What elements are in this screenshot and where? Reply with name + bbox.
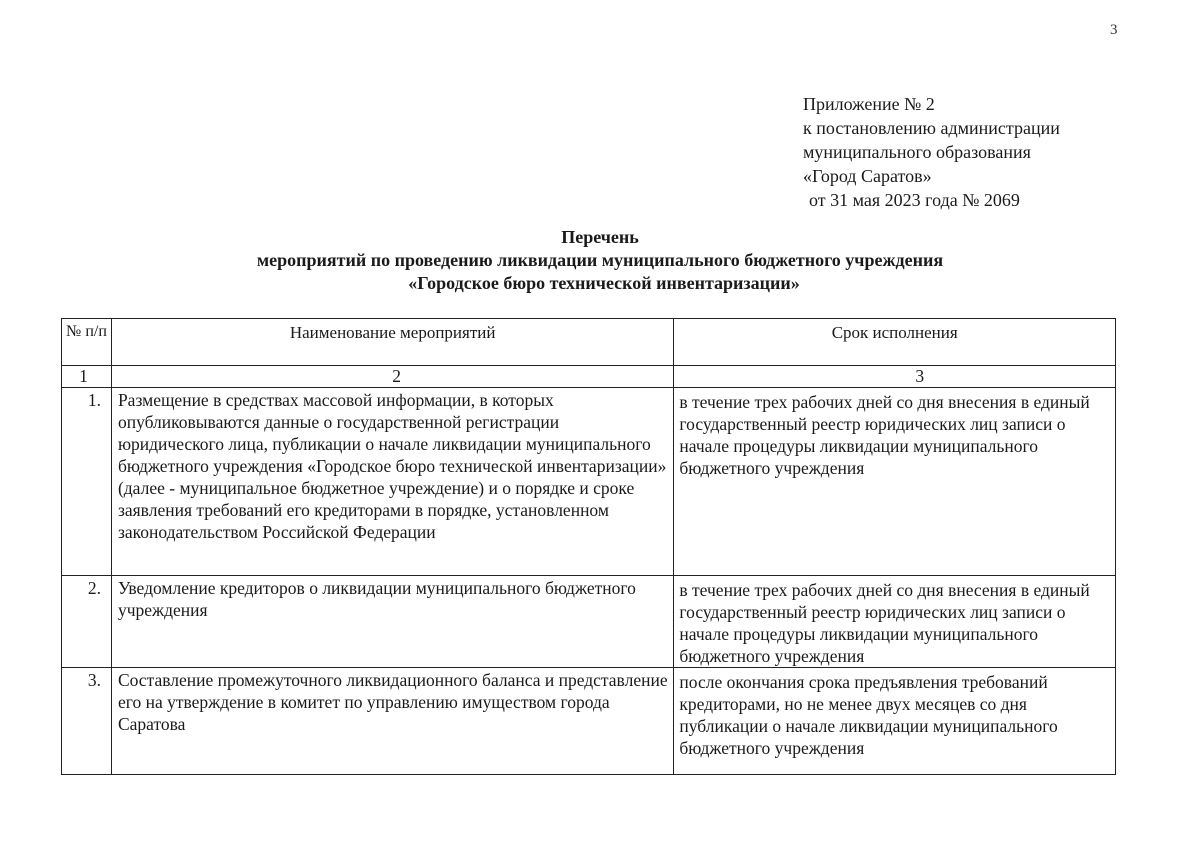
appendix-line: муниципального образования — [803, 142, 1031, 162]
appendix-header — [803, 92, 1060, 212]
measure-term: в течение трех рабочих дней со дня внесения в единый государственный реестр юридических лиц записи о начале процедуры ликвидации муниципального бюджетного учреждения — [674, 388, 1116, 576]
measure-term: после окончания срока предъявления требований кредиторами, но не менее двух месяцев со дня публикации о начале ликвидации муниципального бюджетного учреждения — [674, 668, 1116, 775]
measure-term: в течение трех рабочих дней со дня внесения в единый государственный реестр юридических лиц записи о начале процедуры ликвидации муниципального бюджетного учреждения — [674, 576, 1116, 668]
appendix-line: Приложение № 2 — [803, 94, 935, 114]
table-row — [62, 668, 1116, 775]
column-index: 3 — [674, 366, 1116, 388]
appendix-line: «Город Саратов» — [803, 166, 932, 186]
title-line: «Городское бюро технической инвентаризации» — [408, 273, 800, 293]
header-name: Наименование мероприятий — [111, 319, 673, 366]
header-num: № п/п — [62, 319, 112, 366]
title-line: мероприятий по проведению ликвидации муниципального бюджетного учреждения — [256, 250, 944, 270]
title-line: Перечень — [561, 227, 639, 247]
row-number: 2. — [62, 576, 112, 668]
document-title — [0, 226, 1200, 295]
row-number: 3. — [62, 668, 112, 775]
column-index: 1 — [62, 366, 112, 388]
column-index-row — [62, 366, 1116, 388]
measure-name: Уведомление кредиторов о ликвидации муниципального бюджетного учреждения — [111, 576, 673, 668]
column-index: 2 — [111, 366, 673, 388]
table-row — [62, 388, 1116, 576]
table-header-row — [62, 319, 1116, 366]
measures-table — [61, 318, 1116, 775]
measure-name: Размещение в средствах массовой информации, в которых опубликовываются данные о государственной регистрации юридического лица, публикации о начале ликвидации муниципального бюджетного учреждения «Городское бюро технической инвентаризации» (далее - муниципальное бюджетное учреждение) и о порядке и сроке заявления требований его кредиторами в порядке, установленном законодательством Российской Федерации — [111, 388, 673, 576]
table-row — [62, 576, 1116, 668]
appendix-date: от 31 мая 2023 года № 2069 — [809, 190, 1020, 210]
header-term: Срок исполнения — [674, 319, 1116, 366]
row-number: 1. — [62, 388, 112, 576]
appendix-line: к постановлению администрации — [803, 118, 1060, 138]
page-number: 3 — [1110, 22, 1118, 38]
measure-name: Составление промежуточного ликвидационного баланса и представление его на утверждение в комитет по управлению имуществом города Саратова — [111, 668, 673, 775]
